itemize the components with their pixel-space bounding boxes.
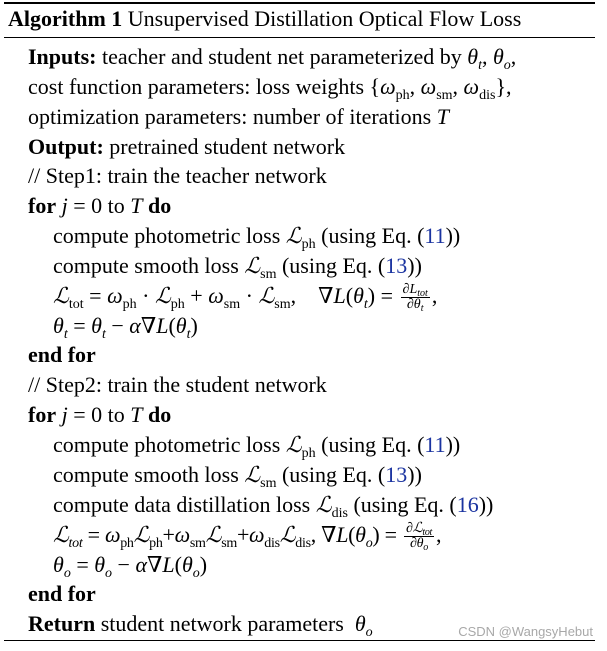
algorithm-title — [8, 6, 521, 32]
algorithm-label: Algorithm 1 — [8, 6, 123, 31]
header-rule — [4, 37, 595, 38]
inputs-text: teacher and student net parameterized by — [101, 44, 462, 69]
endfor-line-2: end for — [28, 581, 96, 606]
optim-text: optimization parameters: number of iterations — [28, 104, 432, 129]
distill-line: compute data distillation loss ℒ$_{dis}$ (using Eq. (16)) — [53, 492, 494, 521]
photometric-line-2: compute photometric loss ℒ$_{ph}$ (using Eq. (11)) — [53, 432, 461, 461]
step1-comment: // Step1: train the teacher network — [28, 163, 327, 188]
eq-ref-photometric[interactable]: 11 — [424, 223, 446, 248]
inputs-line: Inputs: teacher and student net parameterized by $\theta_t$, $\theta_o$, — [28, 44, 517, 73]
smooth-line-1: compute smooth loss ℒ$_{sm}$ (using Eq. (13)) — [53, 253, 422, 282]
algorithm-name: Unsupervised Distillation Optical Flow Loss — [127, 6, 522, 31]
eq-ref-distill[interactable]: 16 — [456, 492, 479, 517]
return-text: student network parameters — [100, 611, 344, 636]
update-line-1: $\theta_t = \theta_t - \alpha\nabla L(\theta_t)$ — [53, 313, 198, 342]
inputs-keyword: Inputs: — [28, 44, 97, 69]
total-loss-line-1: ℒ$_{tot}$ = $\omega_{ph}$ · ℒ$_{ph}$ + $\omega_{sm}$ · ℒ$_{sm}$, $\nabla L(\theta_t)$ = $\frac{\partial L_{tot}}{\partial\theta_t}$ , — [53, 282, 438, 315]
optim-line: optimization parameters: number of iterations T — [28, 104, 449, 129]
for-line-1: for j = 0 to T do — [28, 193, 172, 218]
bottom-rule — [4, 640, 595, 641]
update-line-2: $\theta_o = \theta_o - \alpha\nabla L(\theta_o)$ — [53, 552, 208, 581]
smooth-line-2: compute smooth loss ℒ$_{sm}$ (using Eq. (13)) — [53, 462, 422, 491]
endfor-line-1: end for — [28, 342, 96, 367]
photometric-line-1: compute photometric loss ℒ$_{ph}$ (using Eq. (11)) — [53, 223, 461, 252]
return-keyword: Return — [28, 611, 96, 636]
cost-text: cost function parameters: loss weights — [28, 74, 365, 99]
eq-ref-smooth[interactable]: 13 — [385, 253, 408, 278]
for-line-2: for j = 0 to T do — [28, 402, 172, 427]
output-keyword: Output: — [28, 134, 104, 159]
step2-comment: // Step2: train the student network — [28, 372, 327, 397]
top-rule — [4, 2, 595, 4]
output-text: pretrained student network — [109, 134, 346, 159]
total-loss-line-2: ℒ$_{tot}$ = $\omega_{ph}ℒ_{ph}+\omega_{sm}ℒ_{sm}+\omega_{dis}ℒ_{dis}$, $\nabla L(\theta_o)$ = $\frac{\partial ℒ_{tot}}{\partial\theta_o}$ , — [53, 521, 442, 554]
cost-line: cost function parameters: loss weights {$\omega_{ph}$, $\omega_{sm}$, $\omega_{dis}$}, — [28, 74, 512, 103]
watermark: CSDN @WangsyHebut — [458, 624, 593, 639]
output-line — [28, 134, 345, 160]
eq-ref-smooth-2[interactable]: 13 — [385, 462, 408, 487]
return-line: Return student network parameters $\theta_o$ — [28, 611, 373, 640]
eq-ref-photometric-2[interactable]: 11 — [424, 432, 446, 457]
